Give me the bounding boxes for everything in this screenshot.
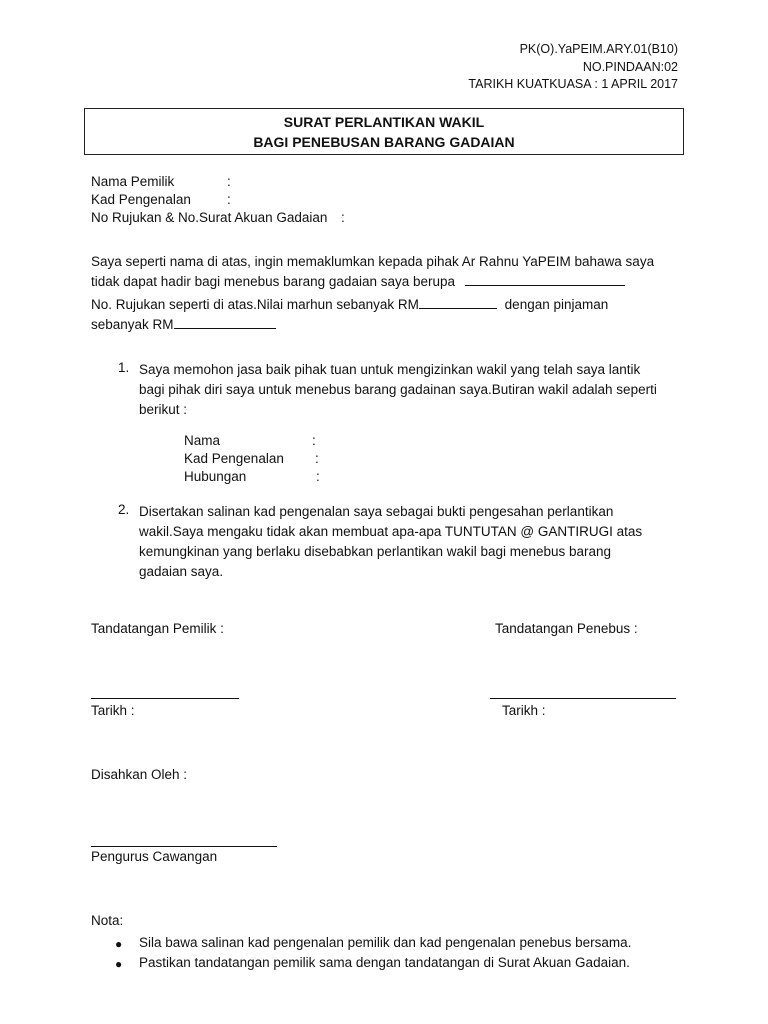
statement-line-2: tidak dapat hadir bagi menebus barang gadaian saya berupa	[91, 272, 681, 292]
note-item-1: Sila bawa salinan kad pengenalan pemilik dan kad pengenalan penebus bersama.	[139, 935, 632, 950]
loan-amount-line: sebanyak RM	[91, 315, 681, 335]
verified-by-label: Disahkan Oleh :	[91, 767, 188, 782]
effective-date: TARIKH KUATKUASA : 1 APRIL 2017	[468, 77, 678, 91]
item-2-text: Disertakan salinan kad pengenalan saya sebagai bukti pengesahan perlantikan wakil.Saya mengaku tidak akan membuat apa-apa TUNTUTAN @ GANTIRUGI atas kemungkinan yang berlaku disebabkan perlantikan wakil bagi menebus barang gadaian saya.	[139, 504, 643, 579]
form-code: PK(O).YaPEIM.ARY.01(B10)	[519, 42, 678, 56]
manager-signature-line	[91, 846, 277, 847]
owner-signature-label: Tandatangan Pemilik :	[91, 621, 224, 636]
owner-date-label: Tarikh :	[91, 703, 135, 718]
owner-ref-label: No Rujukan & No.Surat Akuan Gadaian	[91, 210, 328, 225]
note-bullet-icon: ●	[115, 937, 123, 951]
agent-name-label: Nama	[184, 433, 221, 448]
note-bullet-icon: ●	[115, 957, 123, 971]
statement-paragraph-1	[91, 252, 681, 292]
statement-line-1: Saya seperti nama di atas, ingin memaklumkan kepada pihak Ar Rahnu YaPEIM bahawa saya	[91, 254, 655, 269]
redeemer-signature-line	[490, 698, 676, 699]
agent-ic-colon: :	[315, 451, 319, 466]
amendment-number: NO.PINDAAN:02	[582, 60, 678, 74]
statement-paragraph-2	[91, 295, 681, 335]
item-1-text: Saya memohon jasa baik pihak tuan untuk mengizinkan wakil yang telah saya lantik bagi pihak diri saya untuk menebus barang gadainan saya.Butiran wakil adalah seperti berikut :	[139, 362, 657, 417]
manager-label: Pengurus Cawangan	[91, 849, 218, 864]
title-box	[84, 108, 684, 155]
owner-ref-colon: :	[341, 210, 345, 225]
owner-signature-line	[91, 698, 239, 699]
agent-relation-label: Hubungan	[184, 469, 247, 484]
owner-ic-colon: :	[227, 192, 231, 207]
loan-amount-blank	[174, 316, 276, 329]
agent-name-colon: :	[312, 433, 316, 448]
item-1-number: 1.	[118, 360, 130, 375]
redeemer-date-label: Tarikh :	[502, 703, 546, 718]
item-2-number: 2.	[118, 502, 130, 517]
title-line-2: BAGI PENEBUSAN BARANG GADAIAN	[253, 134, 515, 150]
agent-relation-colon: :	[316, 469, 320, 484]
note-item-2: Pastikan tandatangan pemilik sama dengan tandatangan di Surat Akuan Gadaian.	[139, 955, 630, 970]
owner-name-label: Nama Pemilik	[91, 174, 175, 189]
marhun-value-line: No. Rujukan seperti di atas.Nilai marhun sebanyak RM dengan pinjaman	[91, 297, 609, 312]
redeemer-signature-label: Tandatangan Penebus :	[495, 621, 638, 636]
notes-heading: Nota:	[91, 913, 124, 928]
marhun-value-blank	[419, 296, 497, 309]
title-line-1: SURAT PERLANTIKAN WAKIL	[283, 114, 485, 130]
owner-name-colon: :	[227, 174, 231, 189]
item-description-blank	[465, 273, 625, 286]
agent-ic-label: Kad Pengenalan	[184, 451, 284, 466]
owner-ic-label: Kad Pengenalan	[91, 192, 191, 207]
